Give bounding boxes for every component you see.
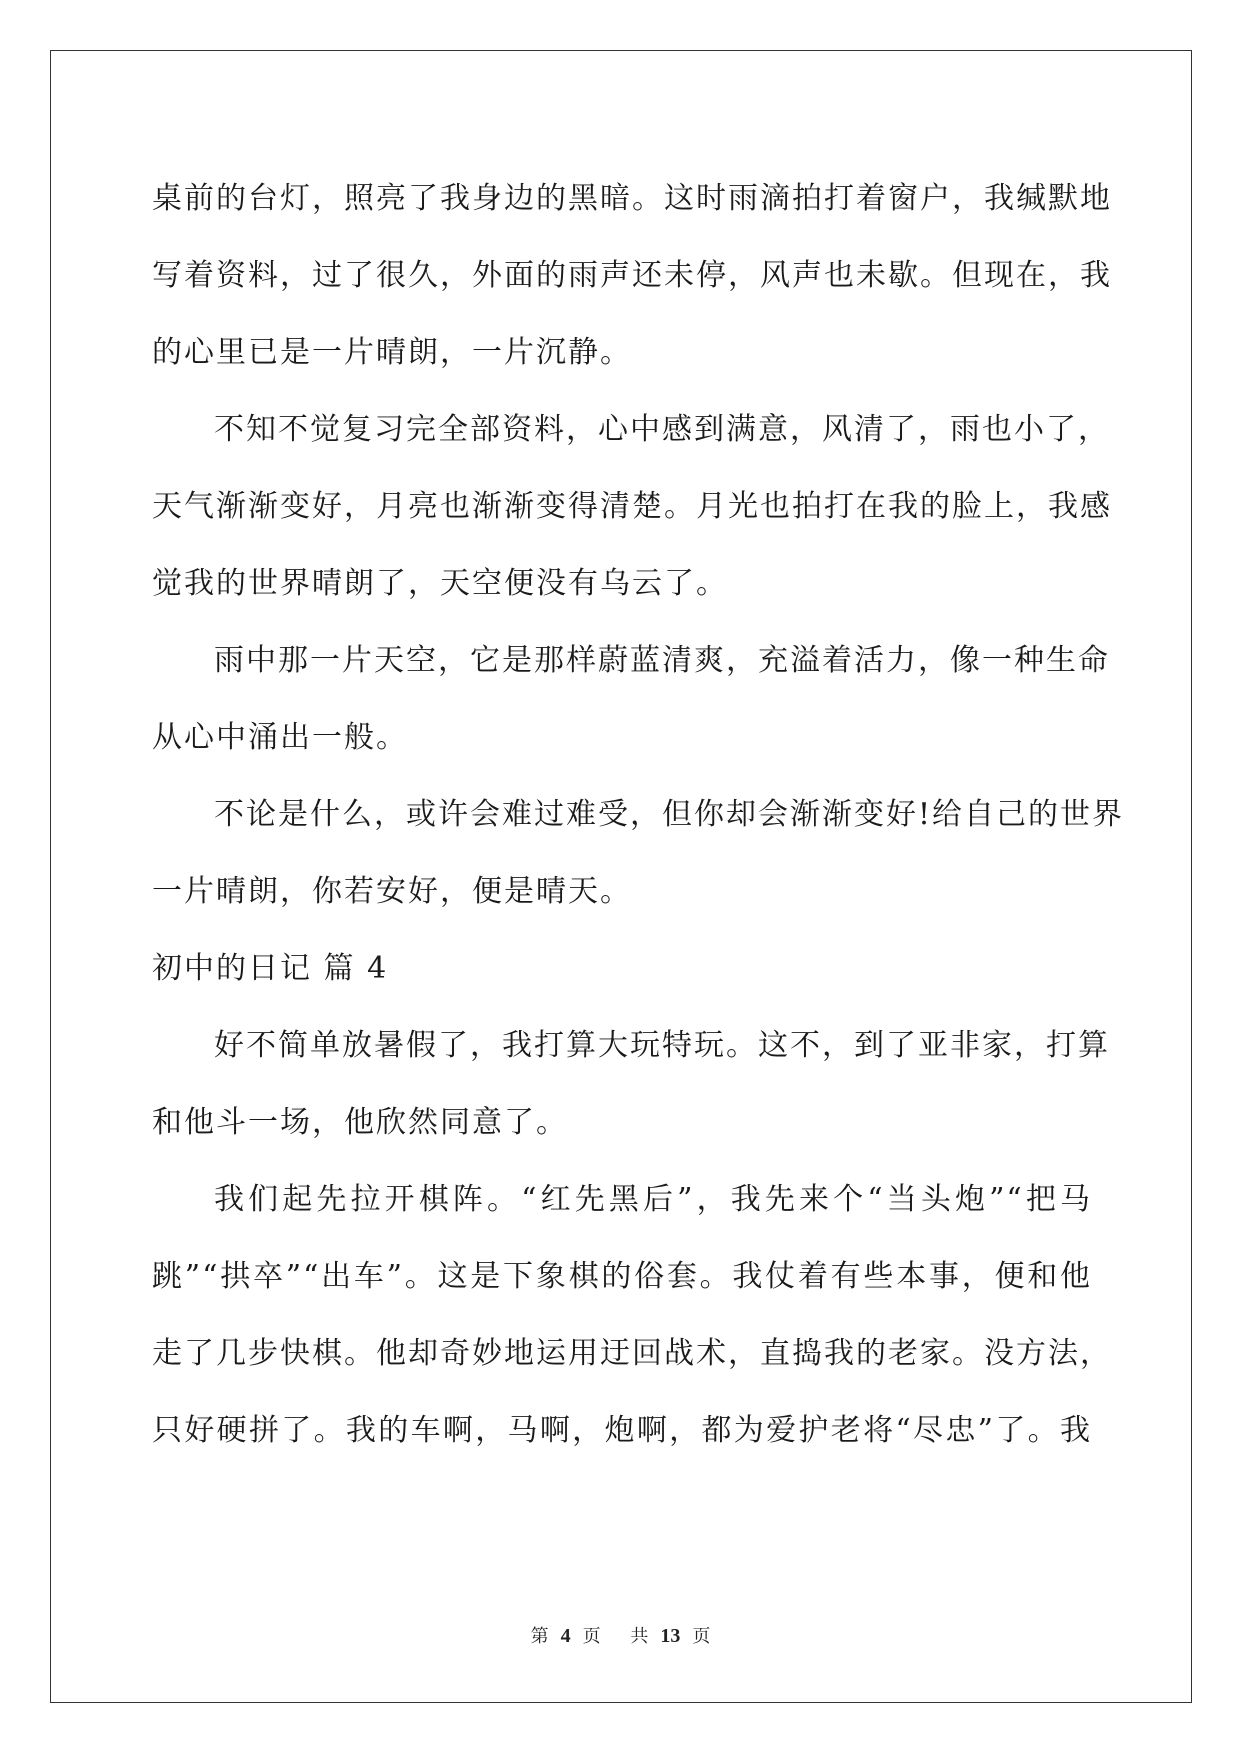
text-line: 桌前的台灯，照亮了我身边的黑暗。这时雨滴拍打着窗户，我缄默地 [152,181,1112,216]
text-line: 不论是什么，或许会难过难受，但你却会渐渐变好!给自己的世界 [214,797,1125,832]
page-indicator [519,1626,613,1647]
document-body [152,160,1125,1469]
section-heading: 初中的日记 篇 4 [152,951,389,986]
page-prefix: 第 [530,1626,549,1647]
text-line: 好不简单放暑假了，我打算大玩特玩。这不，到了亚非家，打算 [214,1028,1110,1063]
text-line: 我们起先拉开棋阵。“红先黑后”，我先来个“当头炮”“把马 [214,1182,1092,1217]
text-line: 只好硬拼了。我的车啊，马啊，炮啊，都为爱护老将“尽忠”了。我 [152,1413,1092,1448]
page-footer [0,1622,1241,1648]
text-line: 雨中那一片天空，它是那样蔚蓝清爽，充溢着活力，像一种生命 [214,643,1110,678]
text-line: 一片晴朗，你若安好，便是晴天。 [152,874,632,909]
total-pages: 13 [660,1625,681,1647]
page-suffix: 页 [582,1626,601,1647]
text-line: 走了几步快棋。他却奇妙地运用迂回战术，直捣我的老家。没方法， [152,1336,1112,1371]
text-line: 跳”“拱卒”“出车”。这是下象棋的俗套。我仗着有些本事，便和他 [152,1259,1092,1294]
total-indicator [618,1626,722,1647]
text-line: 和他斗一场，他欣然同意了。 [152,1105,568,1140]
total-prefix: 共 [630,1626,649,1647]
text-line: 写着资料，过了很久，外面的雨声还未停，风声也未歇。但现在，我 [152,258,1112,293]
text-line: 从心中涌出一般。 [152,720,408,755]
page-number: 4 [560,1625,571,1647]
text-line: 觉我的世界晴朗了，天空便没有乌云了。 [152,566,728,601]
total-suffix: 页 [692,1626,711,1647]
text-line: 不知不觉复习完全部资料，心中感到满意，风清了，雨也小了， [214,412,1110,447]
text-line: 的心里已是一片晴朗，一片沉静。 [152,335,632,370]
text-line: 天气渐渐变好，月亮也渐渐变得清楚。月光也拍打在我的脸上，我感 [152,489,1112,524]
